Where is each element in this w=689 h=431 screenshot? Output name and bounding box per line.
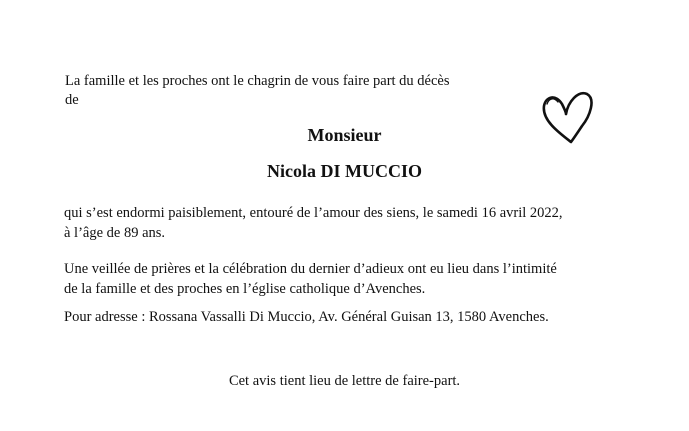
- death-announcement: [64, 203, 624, 243]
- closing-note: Cet avis tient lieu de lettre de faire-part.: [228, 373, 461, 389]
- paragraph-line: à l’âge de 89 ans.: [64, 225, 166, 241]
- intro-text: [65, 72, 505, 110]
- ceremony-paragraph: [64, 259, 624, 299]
- intro-line: de: [65, 92, 79, 108]
- paragraph-line: de la famille et des proches en l’église catholique d’Avenches.: [64, 281, 426, 297]
- paragraph-line: qui s’est endormi paisiblement, entouré de l’amour des siens, le samedi 16 avril 2022,: [64, 205, 563, 221]
- honorific-title: Monsieur: [307, 125, 382, 145]
- contact-address: Pour adresse : Rossana Vassalli Di Muccio, Av. Général Guisan 13, 1580 Avenches.: [64, 309, 549, 325]
- paragraph-line: Une veillée de prières et la célébration du dernier d’adieux ont eu lieu dans l’intimité: [64, 261, 557, 277]
- deceased-name: Nicola DI MUCCIO: [267, 161, 422, 181]
- intro-line: La famille et les proches ont le chagrin de vous faire part du décès: [65, 73, 450, 89]
